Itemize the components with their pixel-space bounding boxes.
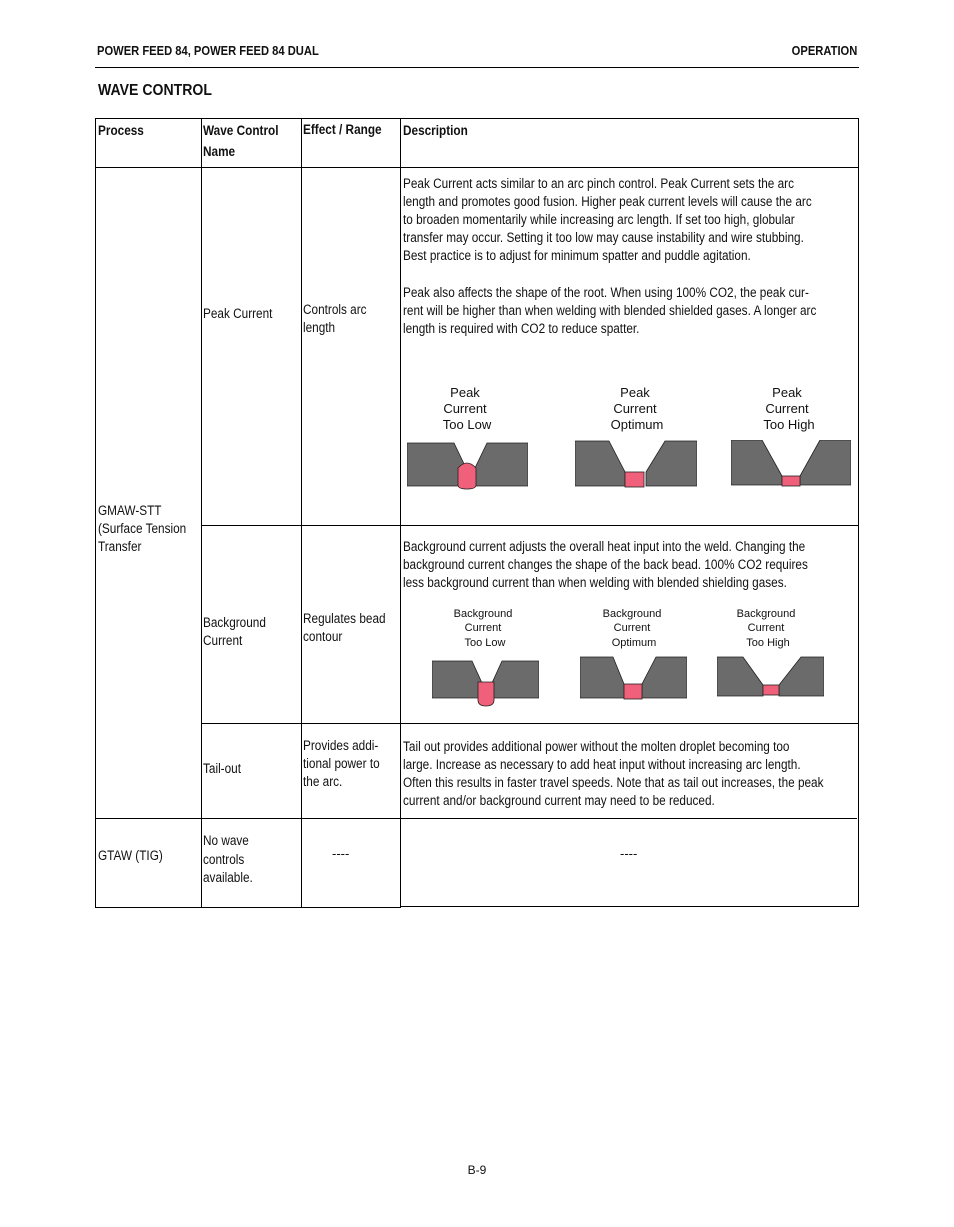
peak-fig-low-label-1: Peak [450, 385, 480, 400]
peak-optimum-weld-diagram [575, 440, 697, 490]
background-effect-line-2: contour [303, 629, 343, 644]
bg-fig-low-label-3: Too Low [464, 637, 506, 649]
peak-effect-line-2: length [303, 320, 336, 335]
tail-out-desc-line-3: Often this results in faster travel speeds. Note that as tail out increases, the peak [403, 775, 824, 790]
col-header-name: Name [203, 144, 236, 159]
peak-desc-2-line-3: length is required with CO2 to reduce spatter. [403, 321, 640, 336]
tail-out-desc-line-2: large. Increase as necessary to add heat input without increasing arc length. [403, 757, 801, 772]
peak-current-name: Peak Current [203, 306, 273, 321]
col-header-process: Process [98, 123, 144, 138]
background-desc-line-2: background current changes the shape of the back bead. 100% CO2 requires [403, 557, 808, 572]
page-number: B-9 [467, 1163, 487, 1177]
bg-fig-opt-label-3: Optimum [611, 637, 657, 649]
gtaw-description: ---- [620, 846, 638, 861]
peak-fig-low-label-3: Too Low [442, 417, 492, 432]
running-header-title: POWER FEED 84, POWER FEED 84 DUAL [97, 43, 319, 58]
peak-fig-low-label-2: Current [443, 401, 487, 416]
gtaw-effect: ---- [332, 846, 350, 861]
process-gmaw-line-2: (Surface Tension [98, 521, 187, 536]
section-title: WAVE CONTROL [98, 82, 212, 99]
background-current-name-line-1: Background [203, 615, 266, 630]
running-header-section: OPERATION [791, 43, 857, 58]
bg-fig-high-label-3: Too High [746, 637, 790, 649]
bg-fig-low-label-1: Background [453, 608, 513, 620]
table-bottom-border-left [95, 907, 401, 908]
peak-desc-2-line-1: Peak also affects the shape of the root. When using 100% CO2, the peak cur- [403, 285, 809, 300]
col-header-description: Description [403, 123, 468, 138]
process-gmaw-line-3: Transfer [98, 539, 142, 554]
bg-fig-high-label-1: Background [736, 608, 796, 620]
bg-fig-high-label-2: Current [747, 622, 785, 634]
background-too-high-weld-diagram [717, 656, 824, 698]
table-top-border [95, 118, 859, 119]
peak-fig-high-label-2: Current [765, 401, 809, 416]
row-divider-gtaw [95, 818, 857, 819]
peak-desc-2-line-2: rent will be higher than when welding with blended shielded gases. A longer arc [403, 303, 817, 318]
background-too-low-weld-diagram [432, 658, 539, 708]
tail-out-effect-line-3: the arc. [303, 774, 343, 789]
process-gmaw-line-1: GMAW-STT [98, 503, 162, 518]
tail-out-desc-line-4: current and/or background current may need to be reduced. [403, 793, 715, 808]
background-desc-line-3: less background current than when welding with blended shielding gases. [403, 575, 787, 590]
table-bottom-border-right [401, 906, 859, 907]
bg-fig-opt-label-1: Background [602, 608, 662, 620]
table-left-border [95, 118, 96, 908]
tail-out-effect-line-2: tional power to [303, 756, 380, 771]
peak-desc-1-line-2: length and promotes good fusion. Higher peak current levels will cause the arc [403, 194, 812, 209]
background-effect-line-1: Regulates bead [303, 611, 386, 626]
row-divider-background [201, 723, 859, 724]
bg-fig-low-label-2: Current [464, 622, 502, 634]
header-row-divider [95, 167, 859, 168]
col-divider-3 [400, 118, 401, 908]
peak-desc-1-line-3: to broaden momentarily while increasing arc length. If set too high, globular [403, 212, 795, 227]
tail-out-desc-line-1: Tail out provides additional power without the molten droplet becoming too [403, 739, 790, 754]
background-optimum-weld-diagram [580, 656, 687, 702]
peak-fig-opt-label-3: Optimum [610, 417, 664, 432]
tail-out-name: Tail-out [203, 761, 241, 776]
peak-desc-1-line-4: transfer may occur. Setting it too low may cause instability and wire stubbing. [403, 230, 804, 245]
peak-desc-1-line-5: Best practice is to adjust for minimum spatter and puddle agitation. [403, 248, 751, 263]
row-divider-peak [201, 525, 859, 526]
peak-fig-high-label-1: Peak [772, 385, 802, 400]
peak-fig-opt-label-1: Peak [620, 385, 650, 400]
gtaw-name-line-2: controls [203, 852, 245, 867]
gtaw-name-line-3: available. [203, 870, 253, 885]
peak-fig-high-label-3: Too High [763, 417, 815, 432]
background-current-name-line-2: Current [203, 633, 243, 648]
process-gtaw: GTAW (TIG) [98, 848, 163, 863]
table-right-border [858, 118, 859, 907]
peak-effect-line-1: Controls arc [303, 302, 367, 317]
background-desc-line-1: Background current adjusts the overall heat input into the weld. Changing the [403, 539, 806, 554]
col-divider-2 [301, 118, 302, 908]
gtaw-name-line-1: No wave [203, 833, 249, 848]
col-header-wave-control: Wave Control [203, 123, 279, 138]
peak-too-low-weld-diagram [407, 440, 528, 490]
peak-desc-1-line-1: Peak Current acts similar to an arc pinch control. Peak Current sets the arc [403, 176, 794, 191]
peak-fig-opt-label-2: Current [613, 401, 657, 416]
tail-out-effect-line-1: Provides addi- [303, 738, 379, 753]
col-header-effect-range: Effect / Range [303, 122, 382, 137]
bg-fig-opt-label-2: Current [613, 622, 651, 634]
col-divider-1 [201, 118, 202, 908]
peak-too-high-weld-diagram [731, 440, 851, 488]
